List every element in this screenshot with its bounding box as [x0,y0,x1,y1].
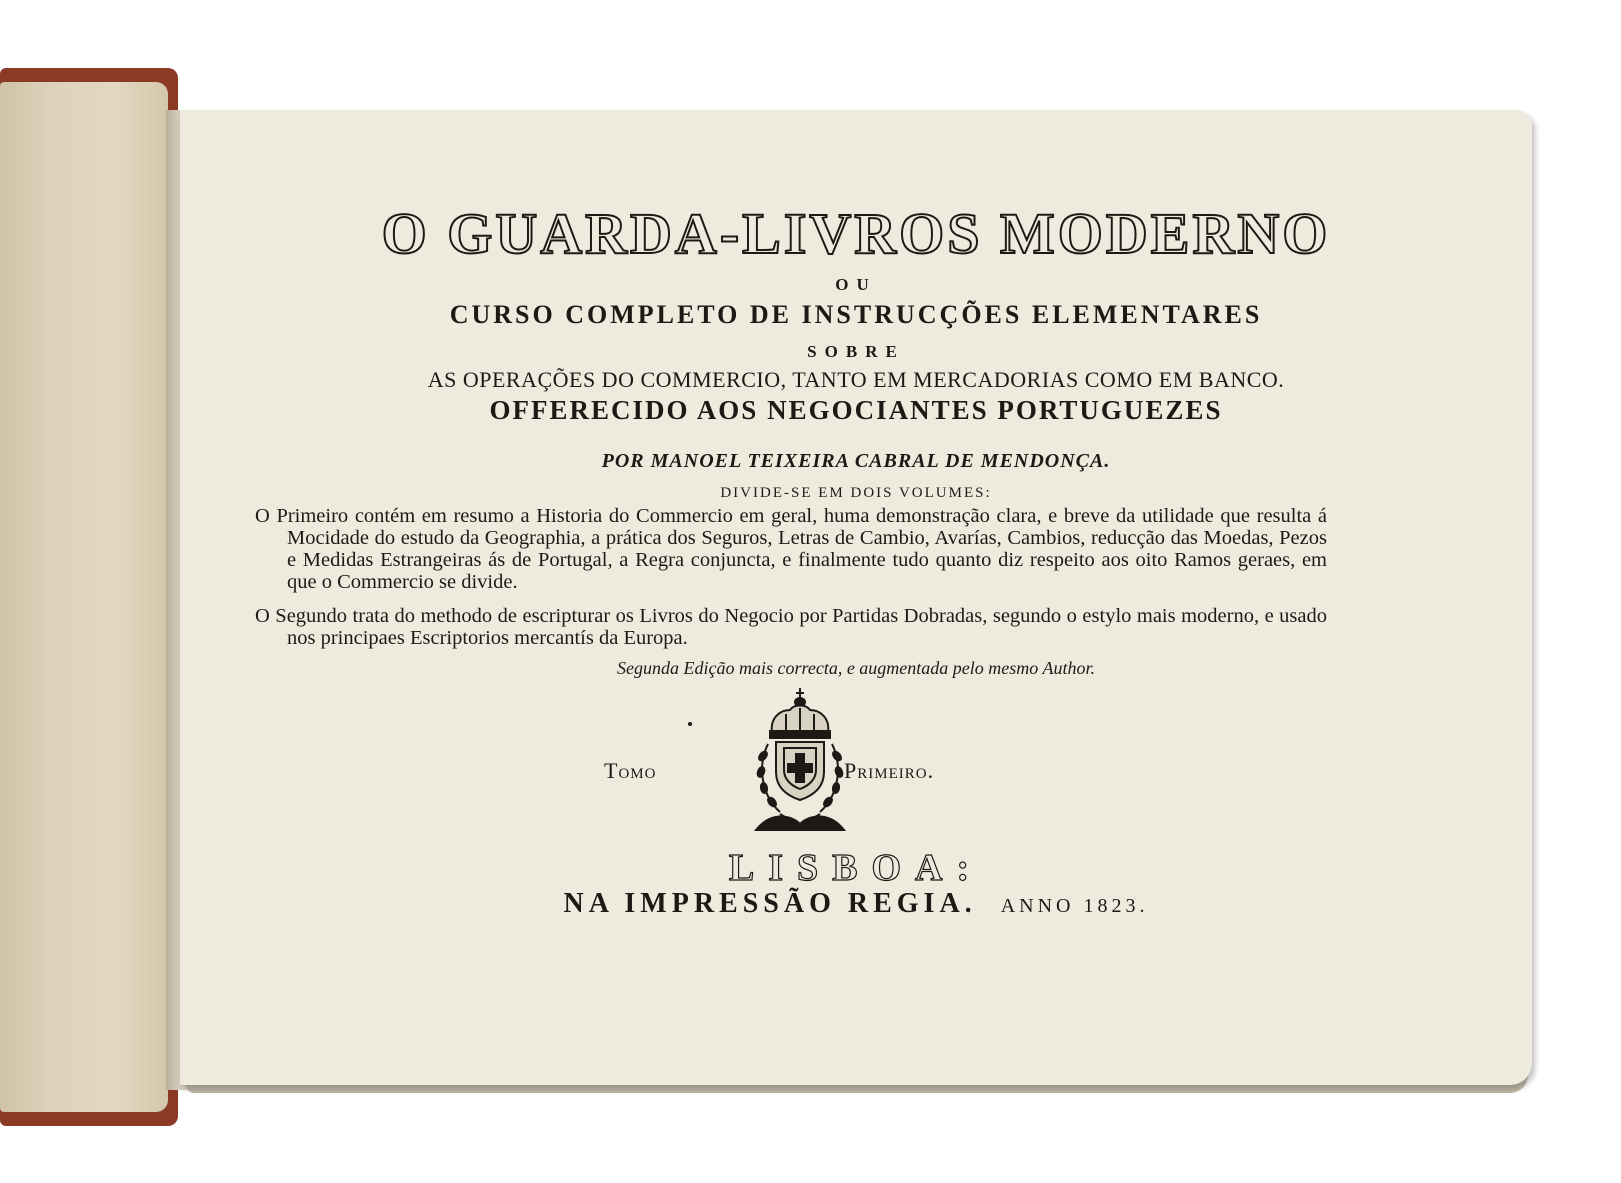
volumes-heading: DIVIDE-SE EM DOIS VOLUMES: [720,485,992,501]
edition-line: Segunda Edição mais correcta, e augmentada pelo mesmo Author. [617,658,1095,678]
sobre-connector: SOBRE [807,342,905,361]
endpaper [0,82,168,1112]
operations-line: AS OPERAÇÕES DO COMMERCIO, TANTO EM MERCADORIAS COMO EM BANCO. [427,367,1285,392]
ornament-dot [688,722,692,726]
volume-one-description: O Primeiro contém em resumo a Historia do Commercio em geral, huma demonstração clara, e breve da utilidade que resulta á Mocidade do estudo da Geographia, a prática dos Seguros, Letras de Cambio, Avarías, Cambios, reducção das Moedas, Pezos e Medidas Estrangeiras ás de Portugal, a Regra conjuncta, e finalmente tudo quanto diz respeito aos oito Ramos geraes, em que o Commercio se divide. [255,505,1327,593]
tomo-label: Tomo [604,758,657,783]
offered-line: OFFERECIDO AOS NEGOCIANTES PORTUGUEZES [489,395,1223,425]
printer-name: NA IMPRESSÃO REGIA. [563,888,977,919]
portuguese-royal-arms-icon [750,684,850,846]
primeiro-label: Primeiro. [844,758,935,783]
author-line: POR MANOEL TEIXEIRA CABRAL DE MENDONÇA. [601,450,1111,472]
publication-year: ANNO 1823. [1000,895,1149,917]
city-line: LISBOA: [728,847,984,889]
subtitle: CURSO COMPLETO DE INSTRUCÇÕES ELEMENTARES [449,300,1263,329]
title-page [180,110,1532,1085]
imprint-line [180,888,1532,920]
book-title: O GUARDA-LIVROS MODERNO [381,201,1331,266]
volume-two-description: O Segundo trata do methodo de escripturar os Livros do Negocio por Partidas Dobradas, segundo o estylo mais moderno, e usado nos principaes Escriptorios mercantís da Europa. [255,605,1327,649]
ou-connector: OU [835,275,877,294]
